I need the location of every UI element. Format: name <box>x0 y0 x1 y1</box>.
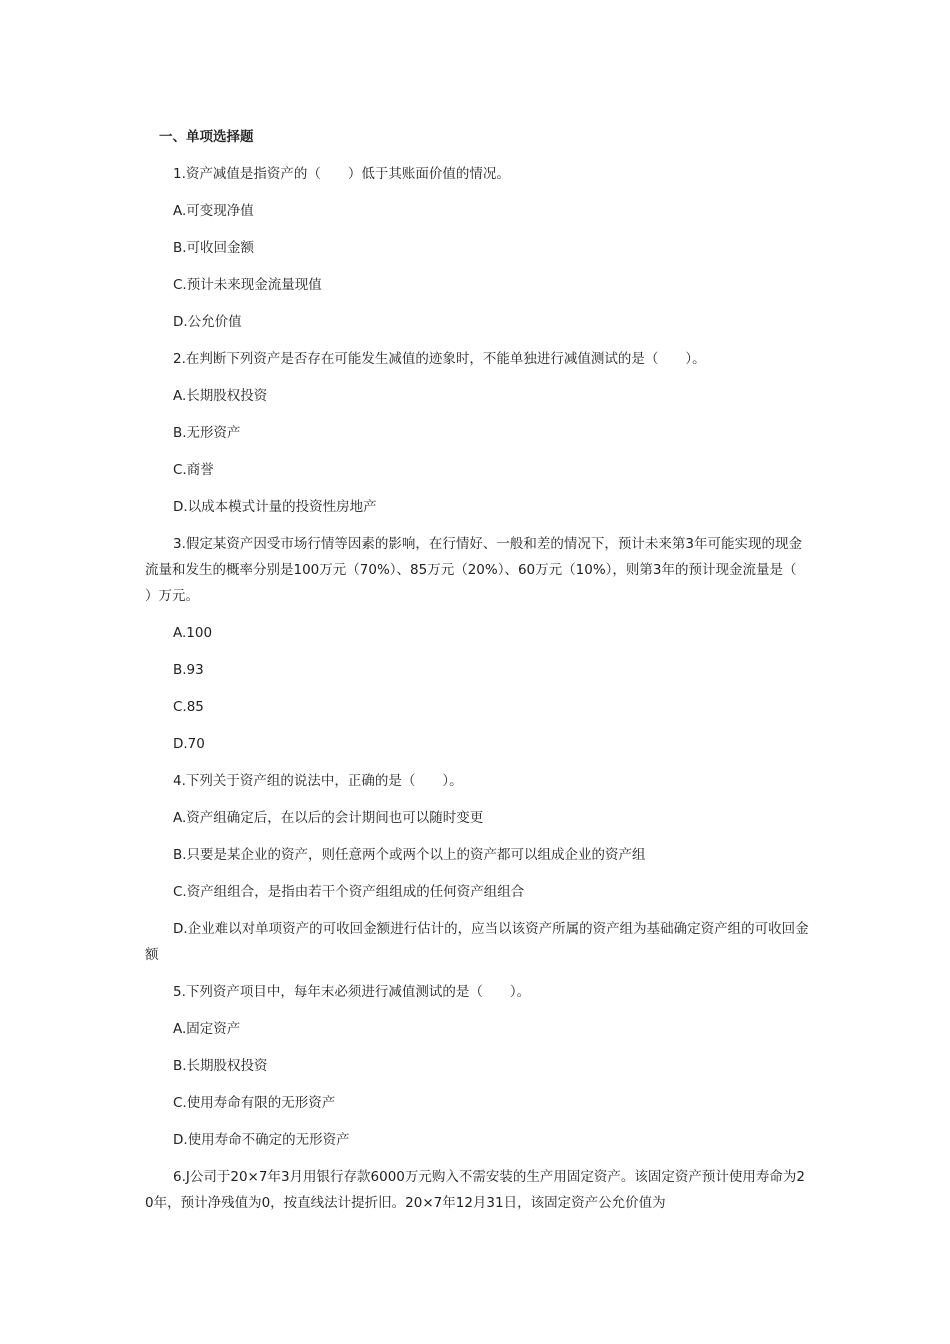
question-1-option-d: D.公允价值 <box>173 314 242 330</box>
question-1-option-a: A.可变现净值 <box>173 203 254 219</box>
question-5-option-a: A.固定资产 <box>173 1021 241 1037</box>
question-4-stem: 4.下列关于资产组的说法中，正确的是（ ）。 <box>173 773 463 789</box>
question-5-stem: 5.下列资产项目中，每年末必须进行减值测试的是（ ）。 <box>173 984 531 1000</box>
question-2-option-d: D.以成本模式计量的投资性房地产 <box>173 499 377 515</box>
question-4-option-c: C.资产组组合，是指由若干个资产组组成的任何资产组组合 <box>173 884 525 900</box>
question-3-option-a: A.100 <box>173 625 213 641</box>
question-1-option-b: B.可收回金额 <box>173 240 255 256</box>
question-2-option-a: A.长期股权投资 <box>173 388 268 404</box>
question-1-stem: 1.资产减值是指资产的（ ）低于其账面价值的情况。 <box>173 166 510 182</box>
question-4-option-b: B.只要是某企业的资产，则任意两个或两个以上的资产都可以组成企业的资产组 <box>173 847 646 863</box>
question-5-option-c: C.使用寿命有限的无形资产 <box>173 1095 336 1111</box>
question-1-option-c: C.预计未来现金流量现值 <box>173 277 322 293</box>
question-6-stem: 6.J公司于20×7年3月用银行存款6000万元购入不需安装的生产用固定资产。该固定资产预计使用寿命为20年，预计净残值为0，按直线法计提折旧。20×7年12月31日，该固定资产公允价值为 <box>145 1169 805 1211</box>
section-title: 一、单项选择题 <box>159 129 254 145</box>
document-page <box>145 124 824 1227</box>
question-5-option-b: B.长期股权投资 <box>173 1058 268 1074</box>
question-2-stem: 2.在判断下列资产是否存在可能发生减值的迹象时，不能单独进行减值测试的是（ ）。 <box>173 351 706 367</box>
question-3-option-c: C.85 <box>173 699 204 715</box>
question-3-stem: 3.假定某资产因受市场行情等因素的影响，在行情好、一般和差的情况下，预计未来第3年可能实现的现金流量和发生的概率分别是100万元（70%）、85万元（20%）、60万元（10%），则第3年的预计现金流量是（ ）万元。 <box>145 536 824 604</box>
question-3-option-d: D.70 <box>173 736 205 752</box>
question-3-option-b: B.93 <box>173 662 204 678</box>
question-4-option-a: A.资产组确定后，在以后的会计期间也可以随时变更 <box>173 810 484 826</box>
question-2-option-b: B.无形资产 <box>173 425 241 441</box>
question-4-option-d: D.企业难以对单项资产的可收回金额进行估计的，应当以该资产所属的资产组为基础确定资产组的可收回金额 <box>145 921 809 963</box>
question-5-option-d: D.使用寿命不确定的无形资产 <box>173 1132 350 1148</box>
question-2-option-c: C.商誉 <box>173 462 214 478</box>
